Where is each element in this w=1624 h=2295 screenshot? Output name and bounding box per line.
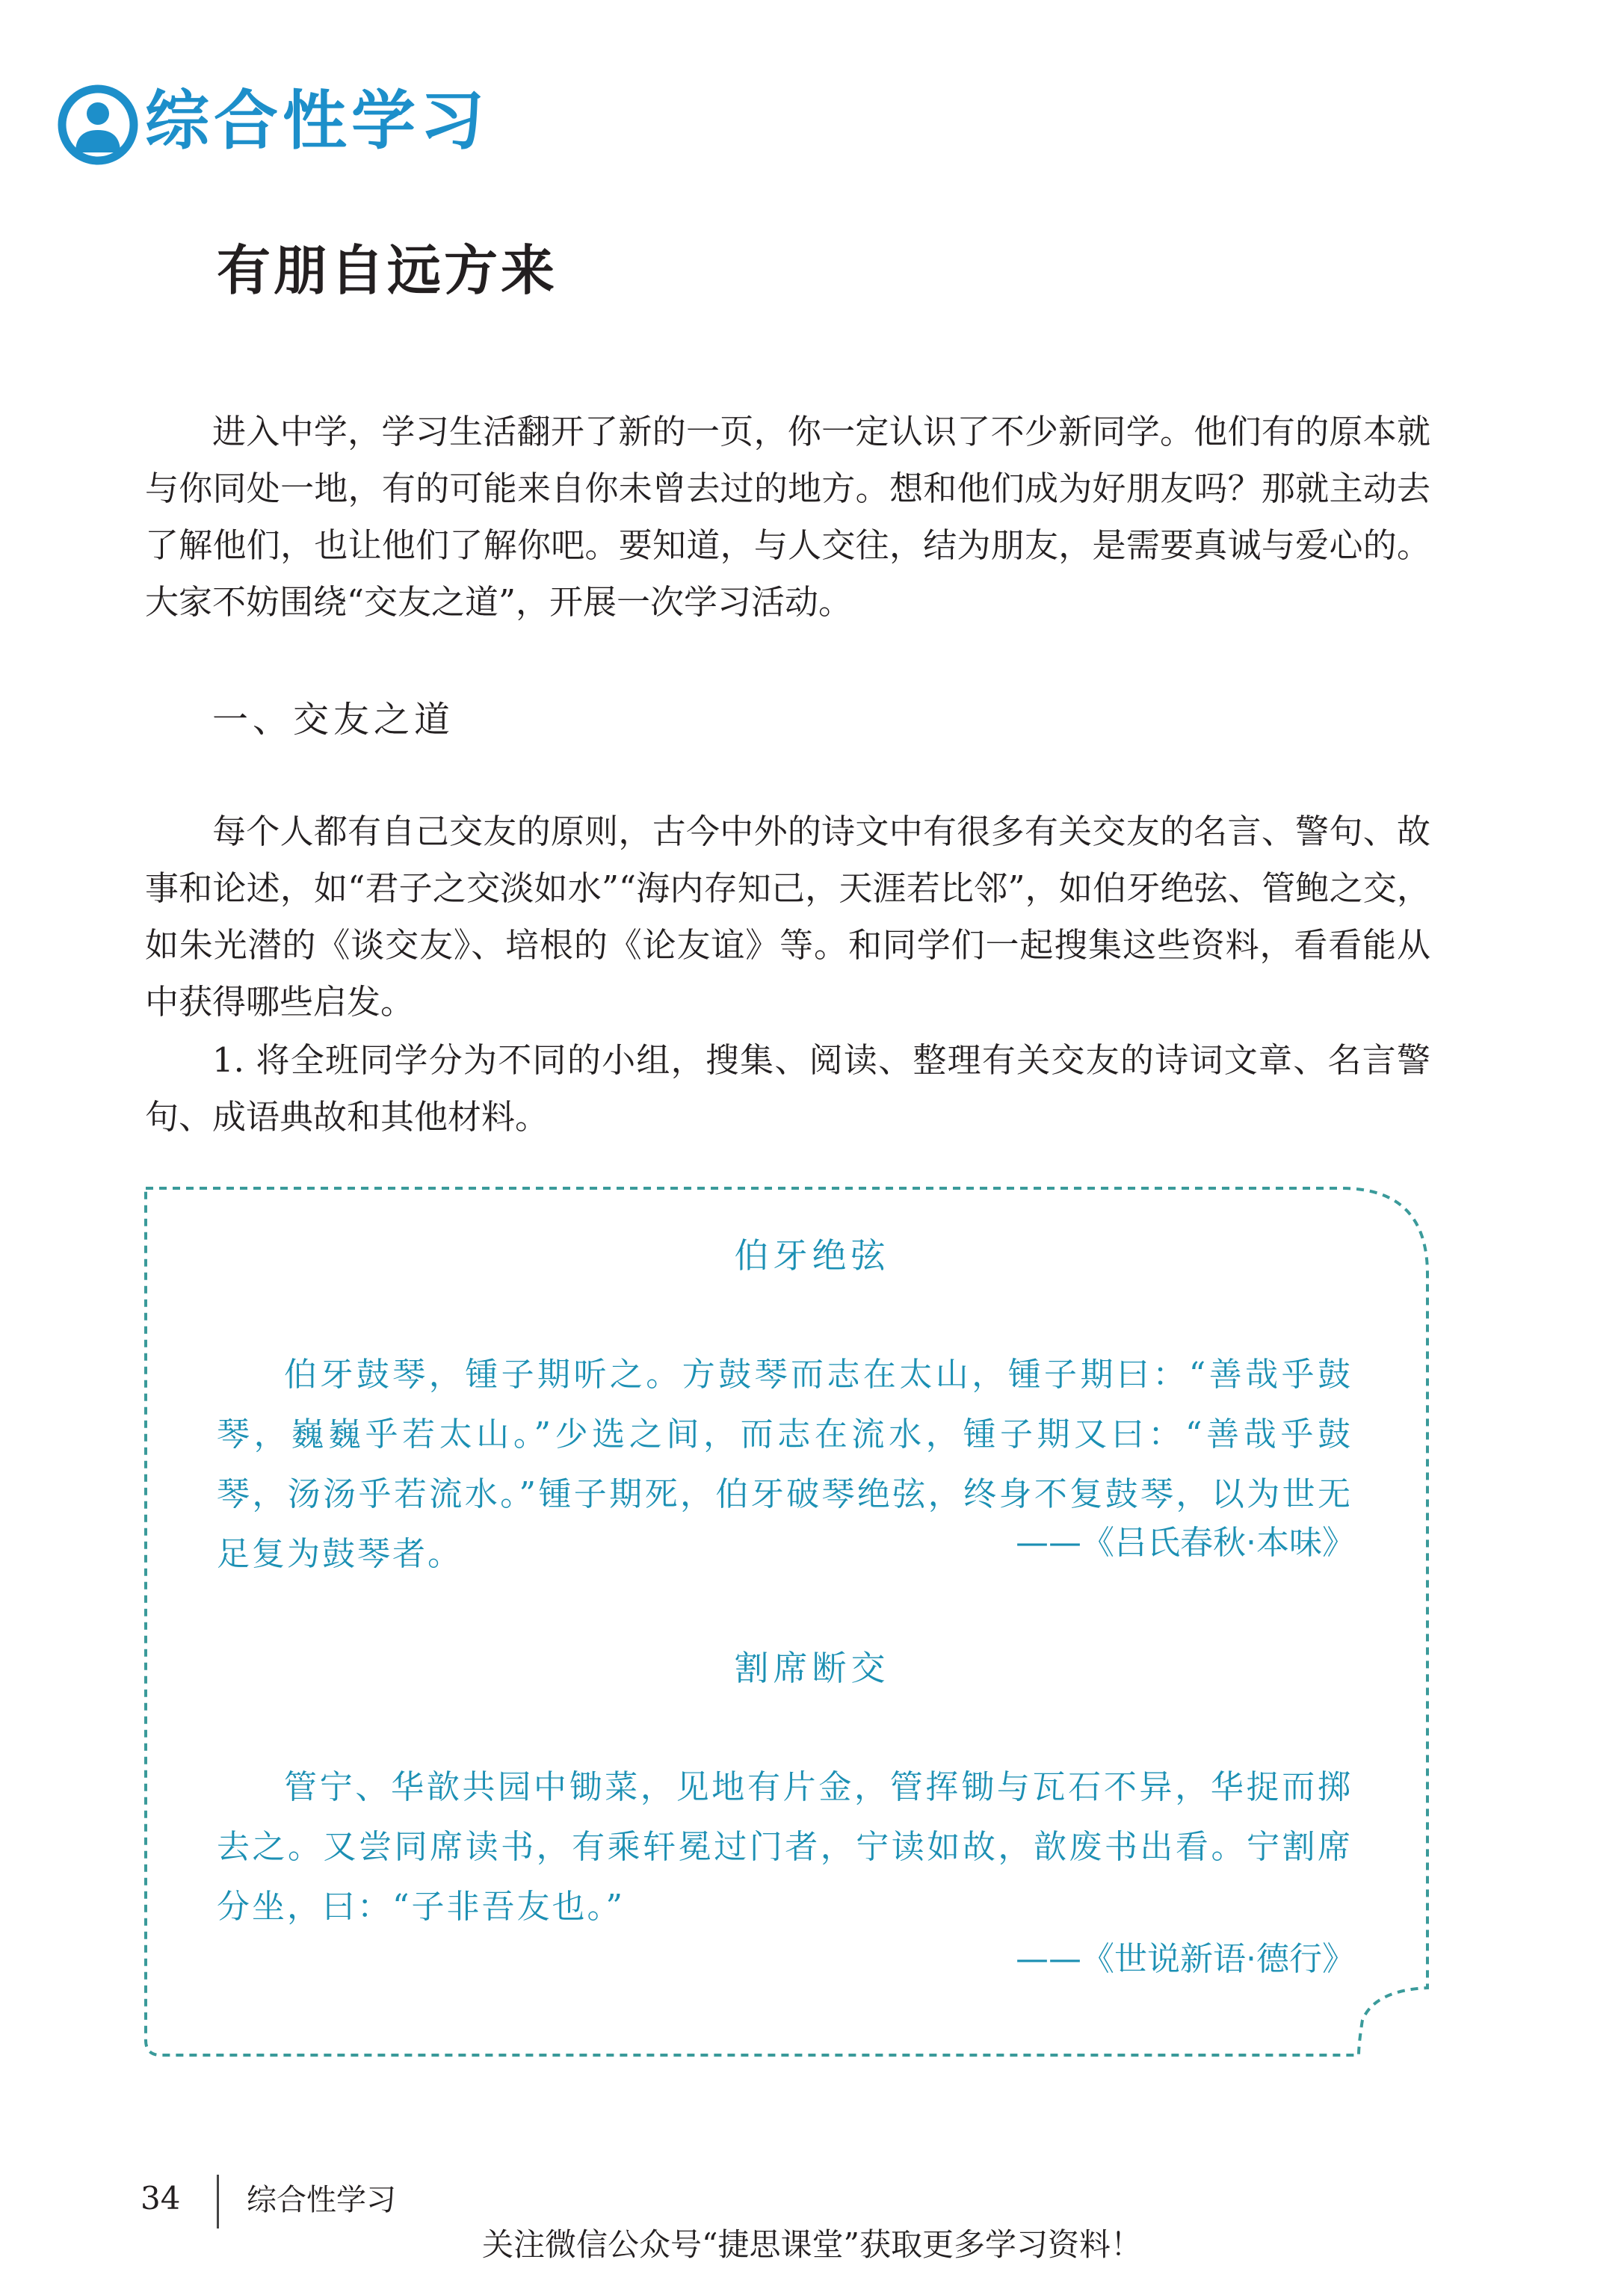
quote-title-1: 伯牙绝弦	[734, 1235, 890, 1276]
quote-source-2: ——《世说新语·德行》	[1016, 1940, 1355, 1978]
person-icon	[57, 84, 139, 166]
quote-text-2: 管宁、华歆共园中锄菜，见地有片金，管挥锄与瓦石不异，华捉而掷去之。又尝同席读书，有乘轩冕过门者，宁读如故，歆废书出看。宁割席分坐，曰：“子非吾友也。”	[217, 1768, 1353, 1926]
footer-promo: 关注微信公众号“捷思课堂”获取更多学习资料！	[482, 2226, 1142, 2263]
task-item-1: 1. 将全班同学分为不同的小组，搜集、阅读、整理有关交友的诗词文章、名言警句、成语典故和其他材料。	[145, 1040, 1430, 1137]
quote-title-2: 割席断交	[734, 1648, 890, 1688]
unit-title: 综合性学习	[145, 84, 489, 158]
footer-section-name: 综合性学习	[247, 2183, 396, 2217]
section-paragraph: 每个人都有自己交友的原则，古今中外的诗文中有很多有关交友的名言、警句、故事和论述，如“君子之交淡如水”“海内存知己，天涯若比邻”，如伯牙绝弦、管鲍之交，如朱光潜的《谈交友》、培根的《论友谊》等。和同学们一起搜集这些资料，看看能从中获得哪些启发。	[145, 812, 1430, 1022]
intro-paragraph: 进入中学，学习生活翻开了新的一页，你一定认识了不少新同学。他们有的原本就与你同处一地，有的可能来自你未曾去过的地方。想和他们成为好朋友吗？那就主动去了解他们，也让他们了解你吧。要知道，与人交往，结为朋友，是需要真诚与爱心的。大家不妨围绕“交友之道”，开展一次学习活动。	[145, 412, 1430, 622]
section-heading: 一、交友之道	[212, 699, 455, 741]
lesson-title: 有朋自远方来	[217, 238, 558, 302]
page-number: 34	[141, 2180, 181, 2217]
quote-source-1: ——《吕氏春秋·本味》	[1016, 1524, 1355, 1562]
quote-text-1: 伯牙鼓琴，锺子期听之。方鼓琴而志在太山，锺子期曰：“善哉乎鼓琴，巍巍乎若太山。”少选之间，而志在流水，锺子期又曰：“善哉乎鼓琴，汤汤乎若流水。”锺子期死，伯牙破琴绝弦，终身不复鼓琴，以为世无足复为鼓琴者。	[217, 1356, 1353, 1573]
footer-divider	[217, 2175, 219, 2228]
